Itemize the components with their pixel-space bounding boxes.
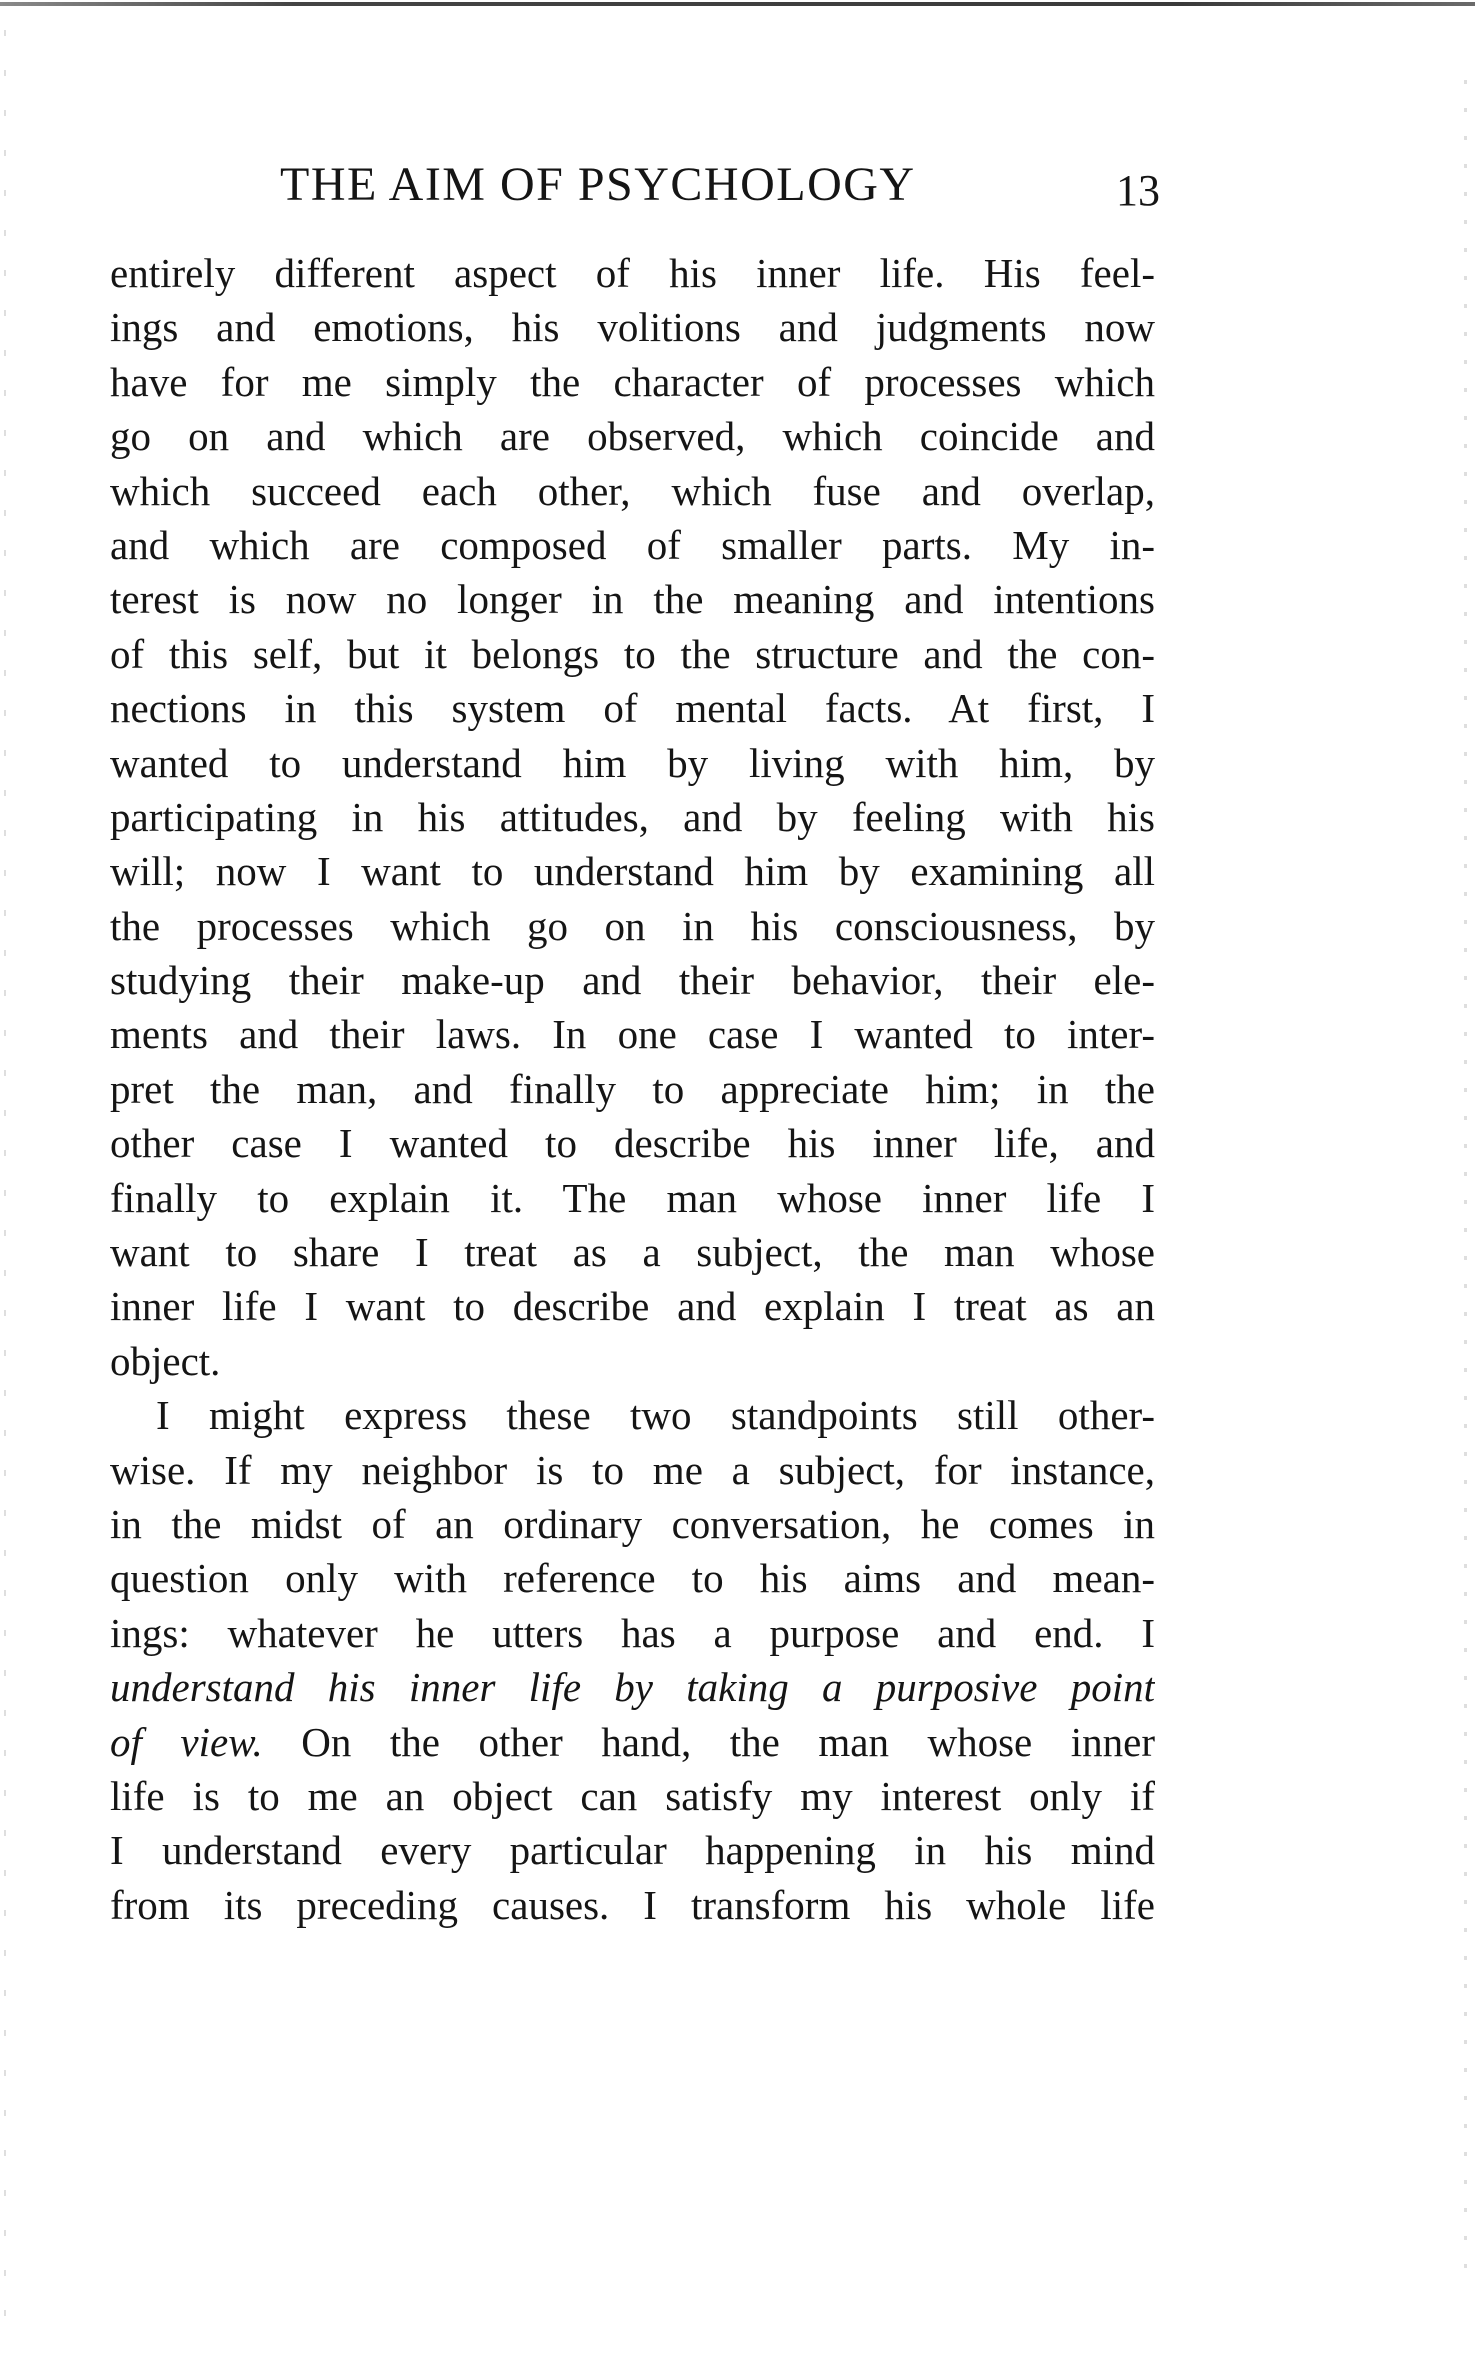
- text-line: pret the man, and finally to appreciate him; in the: [110, 1065, 1155, 1112]
- page-top-edge: [0, 2, 1475, 6]
- text-line: wanted to understand him by living with him, by: [110, 739, 1155, 786]
- text-line: ings: whatever he utters has a purpose and end. I: [110, 1609, 1155, 1656]
- text-line: which succeed each other, which fuse and overlap,: [110, 467, 1155, 514]
- text-line: nections in this system of mental facts. At first, I: [110, 685, 1155, 732]
- text-line: participating in his attitudes, and by feeling with his: [110, 793, 1155, 840]
- text-line: terest is now no longer in the meaning and intentions: [110, 576, 1155, 623]
- text-line: ings and emotions, his volitions and judgments now: [110, 304, 1155, 351]
- text-line: question only with reference to his aims and mean-: [110, 1555, 1155, 1602]
- text-line: and which are composed of smaller parts. My in-: [110, 521, 1155, 568]
- text-line: from its preceding causes. I transform his whole life: [110, 1881, 1155, 1928]
- text-line: the processes which go on in his consciousness, by: [110, 902, 1155, 949]
- text-line: go on and which are observed, which coincide and: [110, 413, 1155, 460]
- paragraph-2: [110, 1388, 1155, 1932]
- text-line: studying their make-up and their behavior, their ele-: [110, 957, 1155, 1004]
- body-text: [110, 246, 1155, 1932]
- page-left-edge-shadow: [4, 30, 6, 2330]
- text-line-italic: understand his inner life by taking a purposive point: [110, 1664, 1155, 1711]
- text-line: want to share I treat as a subject, the man whose: [110, 1229, 1155, 1276]
- text-line: life is to me an object can satisfy my interest only if: [110, 1772, 1155, 1819]
- text-line: [110, 1715, 1155, 1769]
- paragraph-1: [110, 246, 1155, 1388]
- text-line: of this self, but it belongs to the structure and the con-: [110, 630, 1155, 677]
- text-line: finally to explain it. The man whose inner life I: [110, 1174, 1155, 1221]
- text-line: have for me simply the character of processes which: [110, 358, 1155, 405]
- text-line: object.: [110, 1337, 221, 1384]
- text-line: in the midst of an ordinary conversation, he comes in: [110, 1500, 1155, 1547]
- text-line: wise. If my neighbor is to me a subject, for instance,: [110, 1446, 1155, 1493]
- text-line: ments and their laws. In one case I wanted to inter-: [110, 1011, 1155, 1058]
- text-span: On the other hand, the man whose inner: [262, 1718, 1155, 1765]
- running-head: [280, 150, 1160, 220]
- text-line: I understand every particular happening in his mind: [110, 1827, 1155, 1874]
- text-line: I might express these two standpoints still other-: [156, 1392, 1155, 1439]
- italic-phrase: of view.: [110, 1718, 263, 1765]
- text-line: other case I wanted to describe his inner life, and: [110, 1120, 1155, 1167]
- page-number: 13: [1116, 166, 1160, 215]
- running-head-title: THE AIM OF PSYCHOLOGY: [280, 158, 916, 211]
- text-line: inner life I want to describe and explain I treat as an: [110, 1283, 1155, 1330]
- text-line: will; now I want to understand him by examining all: [110, 848, 1155, 895]
- page-right-edge-shadow: [1464, 80, 1467, 2280]
- text-line: entirely different aspect of his inner life. His feel-: [110, 250, 1155, 296]
